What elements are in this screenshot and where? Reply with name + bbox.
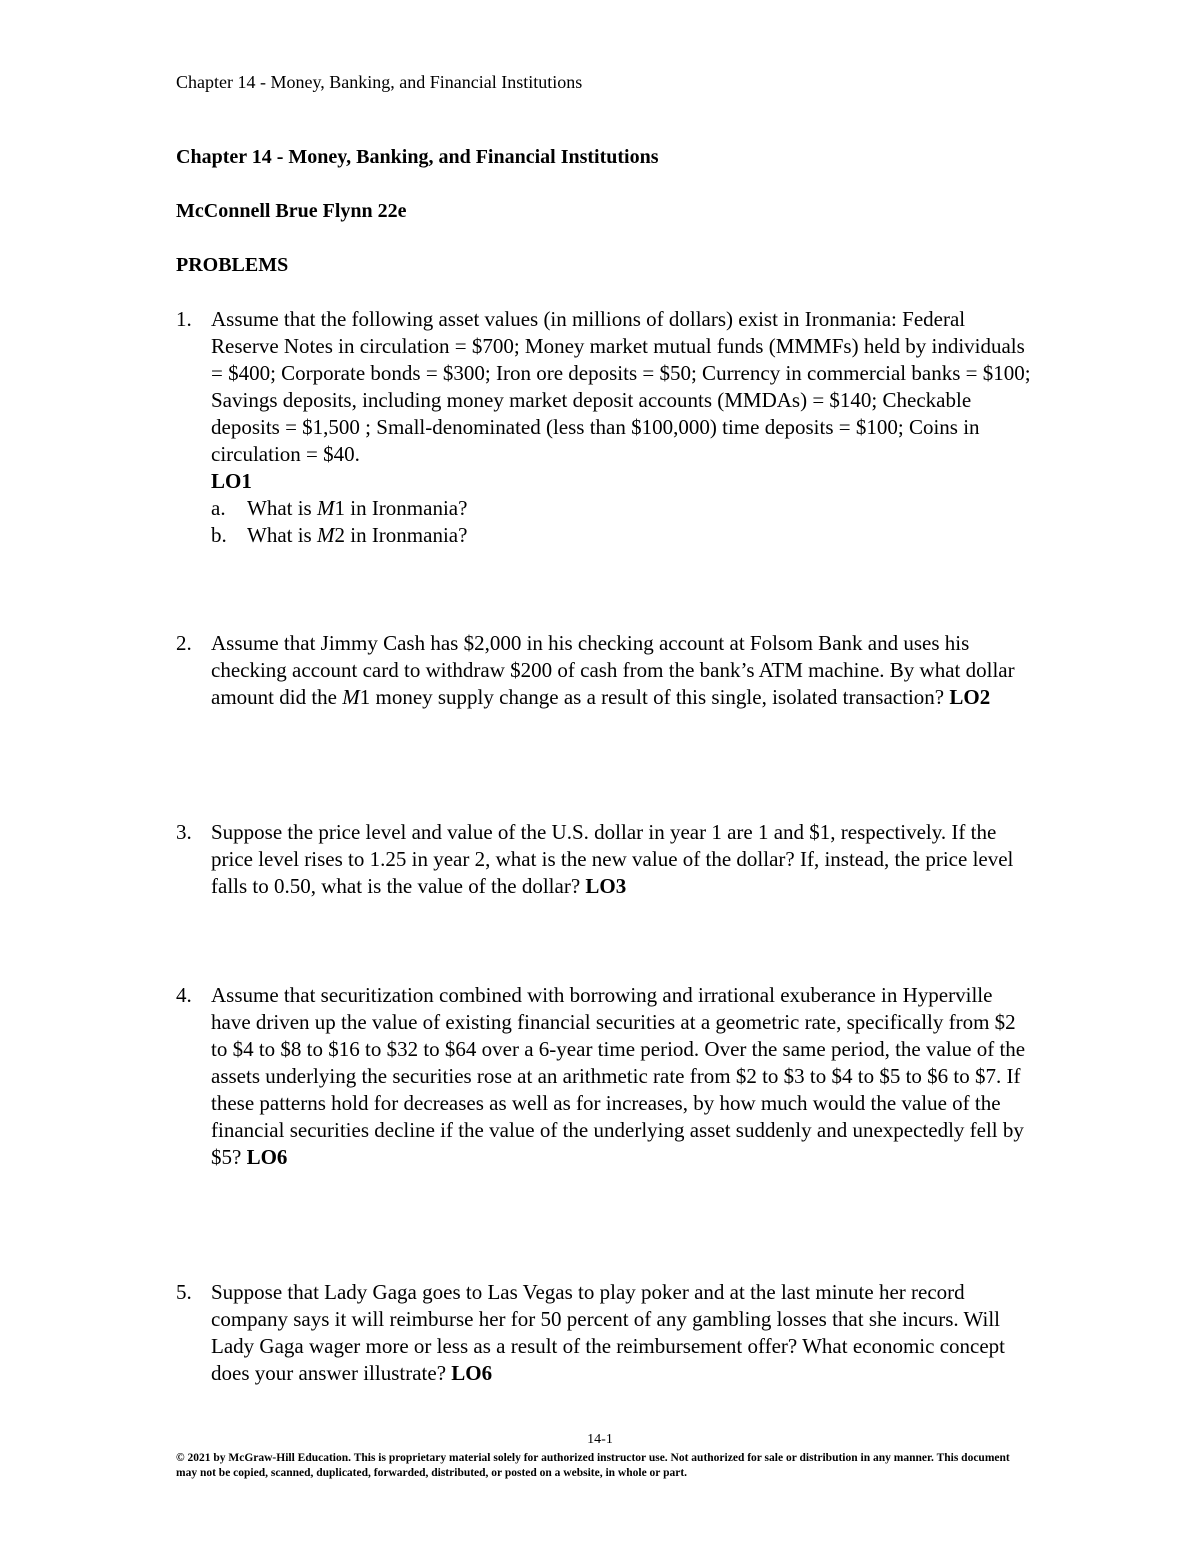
problem-2 (176, 630, 1036, 711)
sub-question-a (211, 495, 1036, 522)
problem-1 (176, 306, 1036, 549)
learning-objective: LO3 (585, 874, 627, 898)
sub-letter: b. (211, 523, 227, 547)
sub-text-before: What is (247, 523, 317, 547)
problem-text: Suppose the price level and value of the U.S. dollar in year 1 are 1 and $1, respectively. If the price level rises to 1.25 in year 2, what is the new value of the dollar? If, instead, the price level falls to 0.50, what is the value of the dollar? (211, 820, 1014, 898)
sub-text-after: 1 in Ironmania? (334, 496, 468, 520)
page-number: 14-1 (587, 1432, 613, 1447)
problem-5 (176, 1279, 1036, 1387)
problem-number: 5. (176, 1280, 192, 1304)
author-line: McConnell Brue Flynn 22e (176, 200, 407, 222)
problem-number: 2. (176, 631, 192, 655)
learning-objective: LO2 (949, 685, 991, 709)
variable: M (316, 496, 335, 520)
problem-4 (176, 982, 1036, 1171)
problem-text-after: 1 money supply change as a result of this single, isolated transaction? (359, 685, 945, 709)
problem-text-before: Assume that Jimmy Cash has $2,000 in his checking account at Folsom Bank and uses his checking account card to withdraw $200 of cash from the bank’s ATM machine. By what dollar amount did the (211, 631, 1015, 709)
sub-text-before: What is (247, 496, 317, 520)
variable: M (342, 685, 360, 709)
copyright-notice: © 2021 by McGraw-Hill Education. This is proprietary material solely for authorized instructor use. Not authorized for sale or distribution in any manner. This document may not be copied, scanned, duplicated, forwarded, distributed, or posted on a website, in whole or part. (176, 1452, 1010, 1479)
problem-number: 3. (176, 820, 192, 844)
learning-objective: LO6 (246, 1145, 288, 1169)
section-heading: PROBLEMS (176, 254, 289, 276)
running-header: Chapter 14 - Money, Banking, and Financial Institutions (176, 72, 583, 92)
learning-objective: LO1 (211, 469, 252, 493)
problem-number: 4. (176, 983, 192, 1007)
problem-text: Assume that securitization combined with borrowing and irrational exuberance in Hyperville have driven up the value of existing financial securities at a geometric rate, specifically from $2 to $4 to $8 to $16 to $32 to $64 over a 6-year time period. Over the same period, the value of the assets underlying the securities rose at an arithmetic rate from $2 to $3 to $4 to $5 to $6 to $7. If these patterns hold for decreases as well as for increases, by how much would the value of the financial securities decline if the value of the underlying asset suddenly and unexpectedly fell by $5? (211, 983, 1026, 1169)
page-title: Chapter 14 - Money, Banking, and Financial Institutions (176, 146, 659, 168)
problem-3 (176, 819, 1036, 900)
learning-objective: LO6 (451, 1361, 493, 1385)
sub-question-b (211, 522, 1036, 549)
sub-text-after: 2 in Ironmania? (334, 523, 468, 547)
problem-text: Assume that the following asset values (in millions of dollars) exist in Ironmania: Federal Reserve Notes in circulation = $700; Money market mutual funds (MMMFs) held by individuals = $400; Corporate bonds = $300; Iron ore deposits = $50; Currency in commercial banks = $100; Savings deposits, including money market deposit accounts (MMDAs) = $140; Checkable deposits = $1,500 ; Small-denominated (less than $100,000) time deposits = $100; Coins in circulation = $40. (211, 307, 1031, 466)
problem-number: 1. (176, 307, 192, 331)
problem-text: Suppose that Lady Gaga goes to Las Vegas to play poker and at the last minute her record company says it will reimburse her for 50 percent of any gambling losses that she incurs. Will Lady Gaga wager more or less as a result of the reimbursement offer? What economic concept does your answer illustrate? (211, 1280, 1005, 1385)
variable: M (316, 523, 335, 547)
sub-letter: a. (211, 496, 226, 520)
